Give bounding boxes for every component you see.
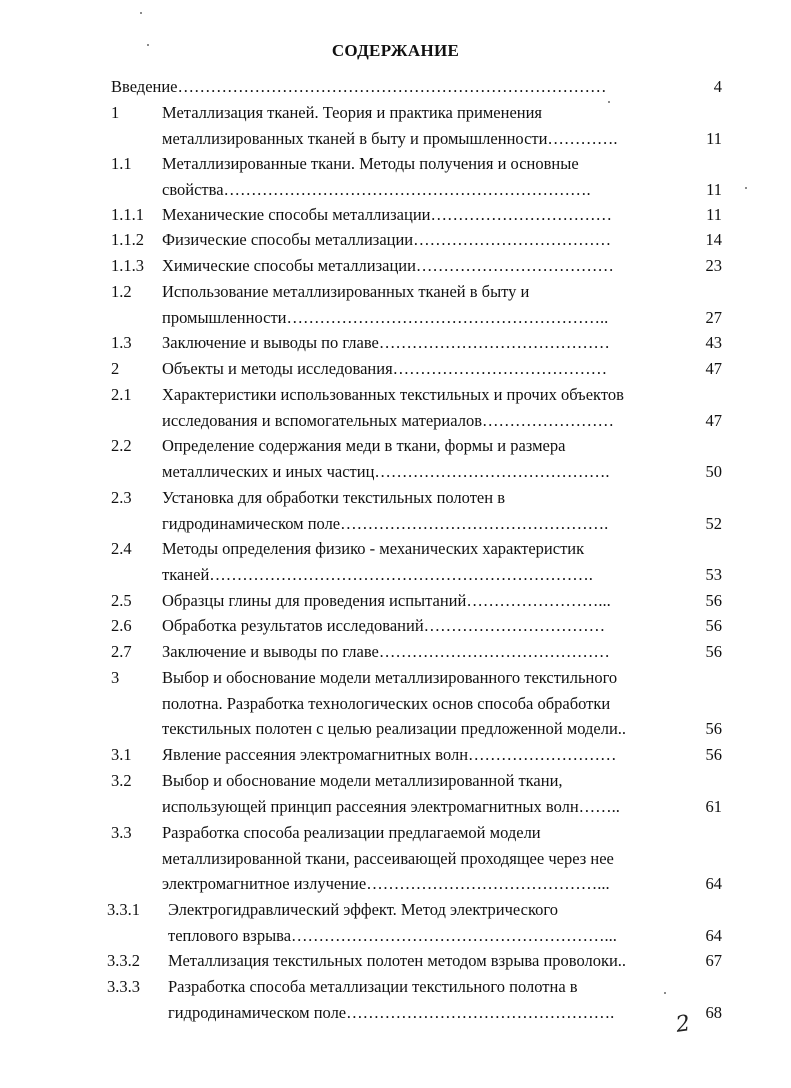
toc-entry-line: текстильных полотен с целью реализации предложенной модели.. <box>162 719 627 739</box>
toc-entry-page: 52 <box>705 513 722 533</box>
toc-entry-number: 2.4 <box>111 539 132 558</box>
toc-entry-line: гидродинамическом поле…………………………………………. <box>162 513 609 533</box>
toc-entry-number: 1.1 <box>111 154 132 173</box>
toc-entry-page: 53 <box>705 564 722 584</box>
toc-entry-line: свойства…………………………………………………………. <box>162 179 591 199</box>
toc-entry-line: Определение содержания меди в ткани, формы и размера <box>162 436 566 455</box>
toc-entry-number: 3.2 <box>111 771 132 790</box>
toc-entry-page: 47 <box>705 410 722 430</box>
toc-entry-number: 3.3.1 <box>107 900 140 919</box>
toc-entry-line: Заключение и выводы по главе…………………………………… <box>162 642 610 661</box>
toc-entry-number: 2.1 <box>111 385 132 404</box>
toc-entry-line: Объекты и методы исследования………………………………… <box>162 359 608 378</box>
toc-entry-line: Выбор и обоснование модели металлизированного текстильного <box>162 668 618 687</box>
toc-entry-number: 3.3 <box>111 823 132 842</box>
toc-entry-page: 56 <box>705 616 722 635</box>
toc-entry-number: 2.5 <box>111 591 132 610</box>
toc-entry-line: Металлизированные ткани. Методы получения и основные <box>162 154 579 173</box>
toc-entry-page: 11 <box>706 128 722 148</box>
toc-entry-line: использующей принцип рассеяния электромагнитных волн…….. <box>162 796 620 816</box>
toc-entry-page: 11 <box>706 179 722 199</box>
toc-entry-line: металлических и иных частиц……………………………………. <box>162 461 610 481</box>
page-title: СОДЕРЖАНИЕ <box>331 41 460 60</box>
toc-entry-page: 14 <box>705 230 722 249</box>
toc-entry-page: 4 <box>713 77 722 96</box>
toc-entry-page: 64 <box>705 874 722 894</box>
toc-entry-page: 56 <box>705 745 722 764</box>
toc-entry-line: Металлизация тканей. Теория и практика применения <box>162 103 543 122</box>
scan-speck <box>140 12 142 14</box>
toc-entry-line: тканей……………………………………………………………. <box>162 564 593 584</box>
toc-entry-line: Образцы глины для проведения испытаний……………………... <box>162 591 611 610</box>
toc-entry-line: Явление рассеяния электромагнитных волн……………………… <box>162 745 617 764</box>
scan-speck <box>664 992 666 994</box>
toc-entry-page: 11 <box>706 205 722 224</box>
toc-entry-page: 50 <box>705 461 722 481</box>
toc-entry-number: 3 <box>111 668 120 687</box>
toc-entry-number: 2.3 <box>111 488 132 507</box>
toc-entry-page: 56 <box>705 591 722 610</box>
toc-entry-number: 3.3.3 <box>107 977 140 996</box>
toc-entry-line: металлизированной ткани, рассеивающей проходящее через нее <box>162 848 614 868</box>
toc-entry-number: 2.6 <box>111 616 132 635</box>
toc-entry-line: Разработка способа металлизации текстильного полотна в <box>168 977 578 996</box>
toc-entry-page: 67 <box>705 951 722 970</box>
toc-entry-number: 2.2 <box>111 436 132 455</box>
toc-entry-line: Электрогидравлический эффект. Метод электрического <box>168 900 559 919</box>
toc-entry-number: 1.3 <box>111 333 132 352</box>
toc-entry-number: 3.1 <box>111 745 132 764</box>
toc-entry-number: 2 <box>111 359 120 378</box>
toc-entry-line: Физические способы металлизации……………………………… <box>162 230 612 249</box>
toc-entry-page: 27 <box>705 307 722 327</box>
toc-entry-line: гидродинамическом поле…………………………………………. <box>168 1002 615 1022</box>
scan-speck <box>147 44 149 46</box>
toc-entry-page: 43 <box>705 333 722 352</box>
toc-entry-line: электромагнитное излучение……………………………………... <box>162 874 610 894</box>
toc-entry-number: 1.2 <box>111 282 132 301</box>
toc-entry-line: Установка для обработки текстильных полотен в <box>162 488 505 507</box>
toc-entry-line: исследования и вспомогательных материалов…………………… <box>162 410 614 430</box>
toc-entry-line: Заключение и выводы по главе…………………………………… <box>162 333 610 352</box>
toc-entry-line: полотна. Разработка технологических основ способа обработки <box>162 693 611 713</box>
toc-entry-number: 1.1.2 <box>111 230 144 249</box>
toc-entry-line: Выбор и обоснование модели металлизированной ткани, <box>162 771 563 790</box>
toc-entry-line: теплового взрыва…………………………………………………... <box>168 925 617 945</box>
toc-entry-page: 68 <box>705 1002 722 1022</box>
toc-entry-page: 23 <box>705 256 722 275</box>
scan-speck <box>745 187 747 189</box>
toc-entry-page: 64 <box>705 925 722 945</box>
toc-entry-number: 3.3.2 <box>107 951 140 970</box>
toc-entry-page: 56 <box>705 642 722 661</box>
toc-entry-line: Разработка способа реализации предлагаемой модели <box>162 823 541 842</box>
toc-entry-line: Характеристики использованных текстильных и прочих объектов <box>162 385 624 404</box>
toc-entry-line: металлизированных тканей в быту и промышленности…………. <box>162 128 618 148</box>
toc-entry-number: 2.7 <box>111 642 132 661</box>
toc-entry-number: 1.1.3 <box>111 256 144 275</box>
toc-entry-line: Использование металлизированных тканей в быту и <box>162 282 530 301</box>
toc-entry-number: 1 <box>111 103 120 122</box>
toc-entry-line: Методы определения физико - механических характеристик <box>162 539 585 558</box>
toc-entry-line: Химические способы металлизации……………………………… <box>162 256 614 275</box>
toc-entry-line: Механические способы металлизации…………………………… <box>162 205 612 224</box>
toc-entry-page: 61 <box>705 796 722 816</box>
scan-speck <box>608 101 610 103</box>
toc-entry-page: 56 <box>705 719 722 739</box>
toc-entry-line: Металлизация текстильных полотен методом взрыва проволоки.. <box>168 951 627 970</box>
toc-entry-page: 47 <box>705 359 722 378</box>
handwritten-mark: 2 <box>674 1011 692 1038</box>
toc-entry-line: промышленности………………………………………………….. <box>162 307 609 327</box>
toc-entry-line: Введение…………………………………………………………………… <box>111 77 607 96</box>
toc-entry-line: Обработка результатов исследований…………………………… <box>162 616 606 635</box>
toc-entry-number: 1.1.1 <box>111 205 144 224</box>
